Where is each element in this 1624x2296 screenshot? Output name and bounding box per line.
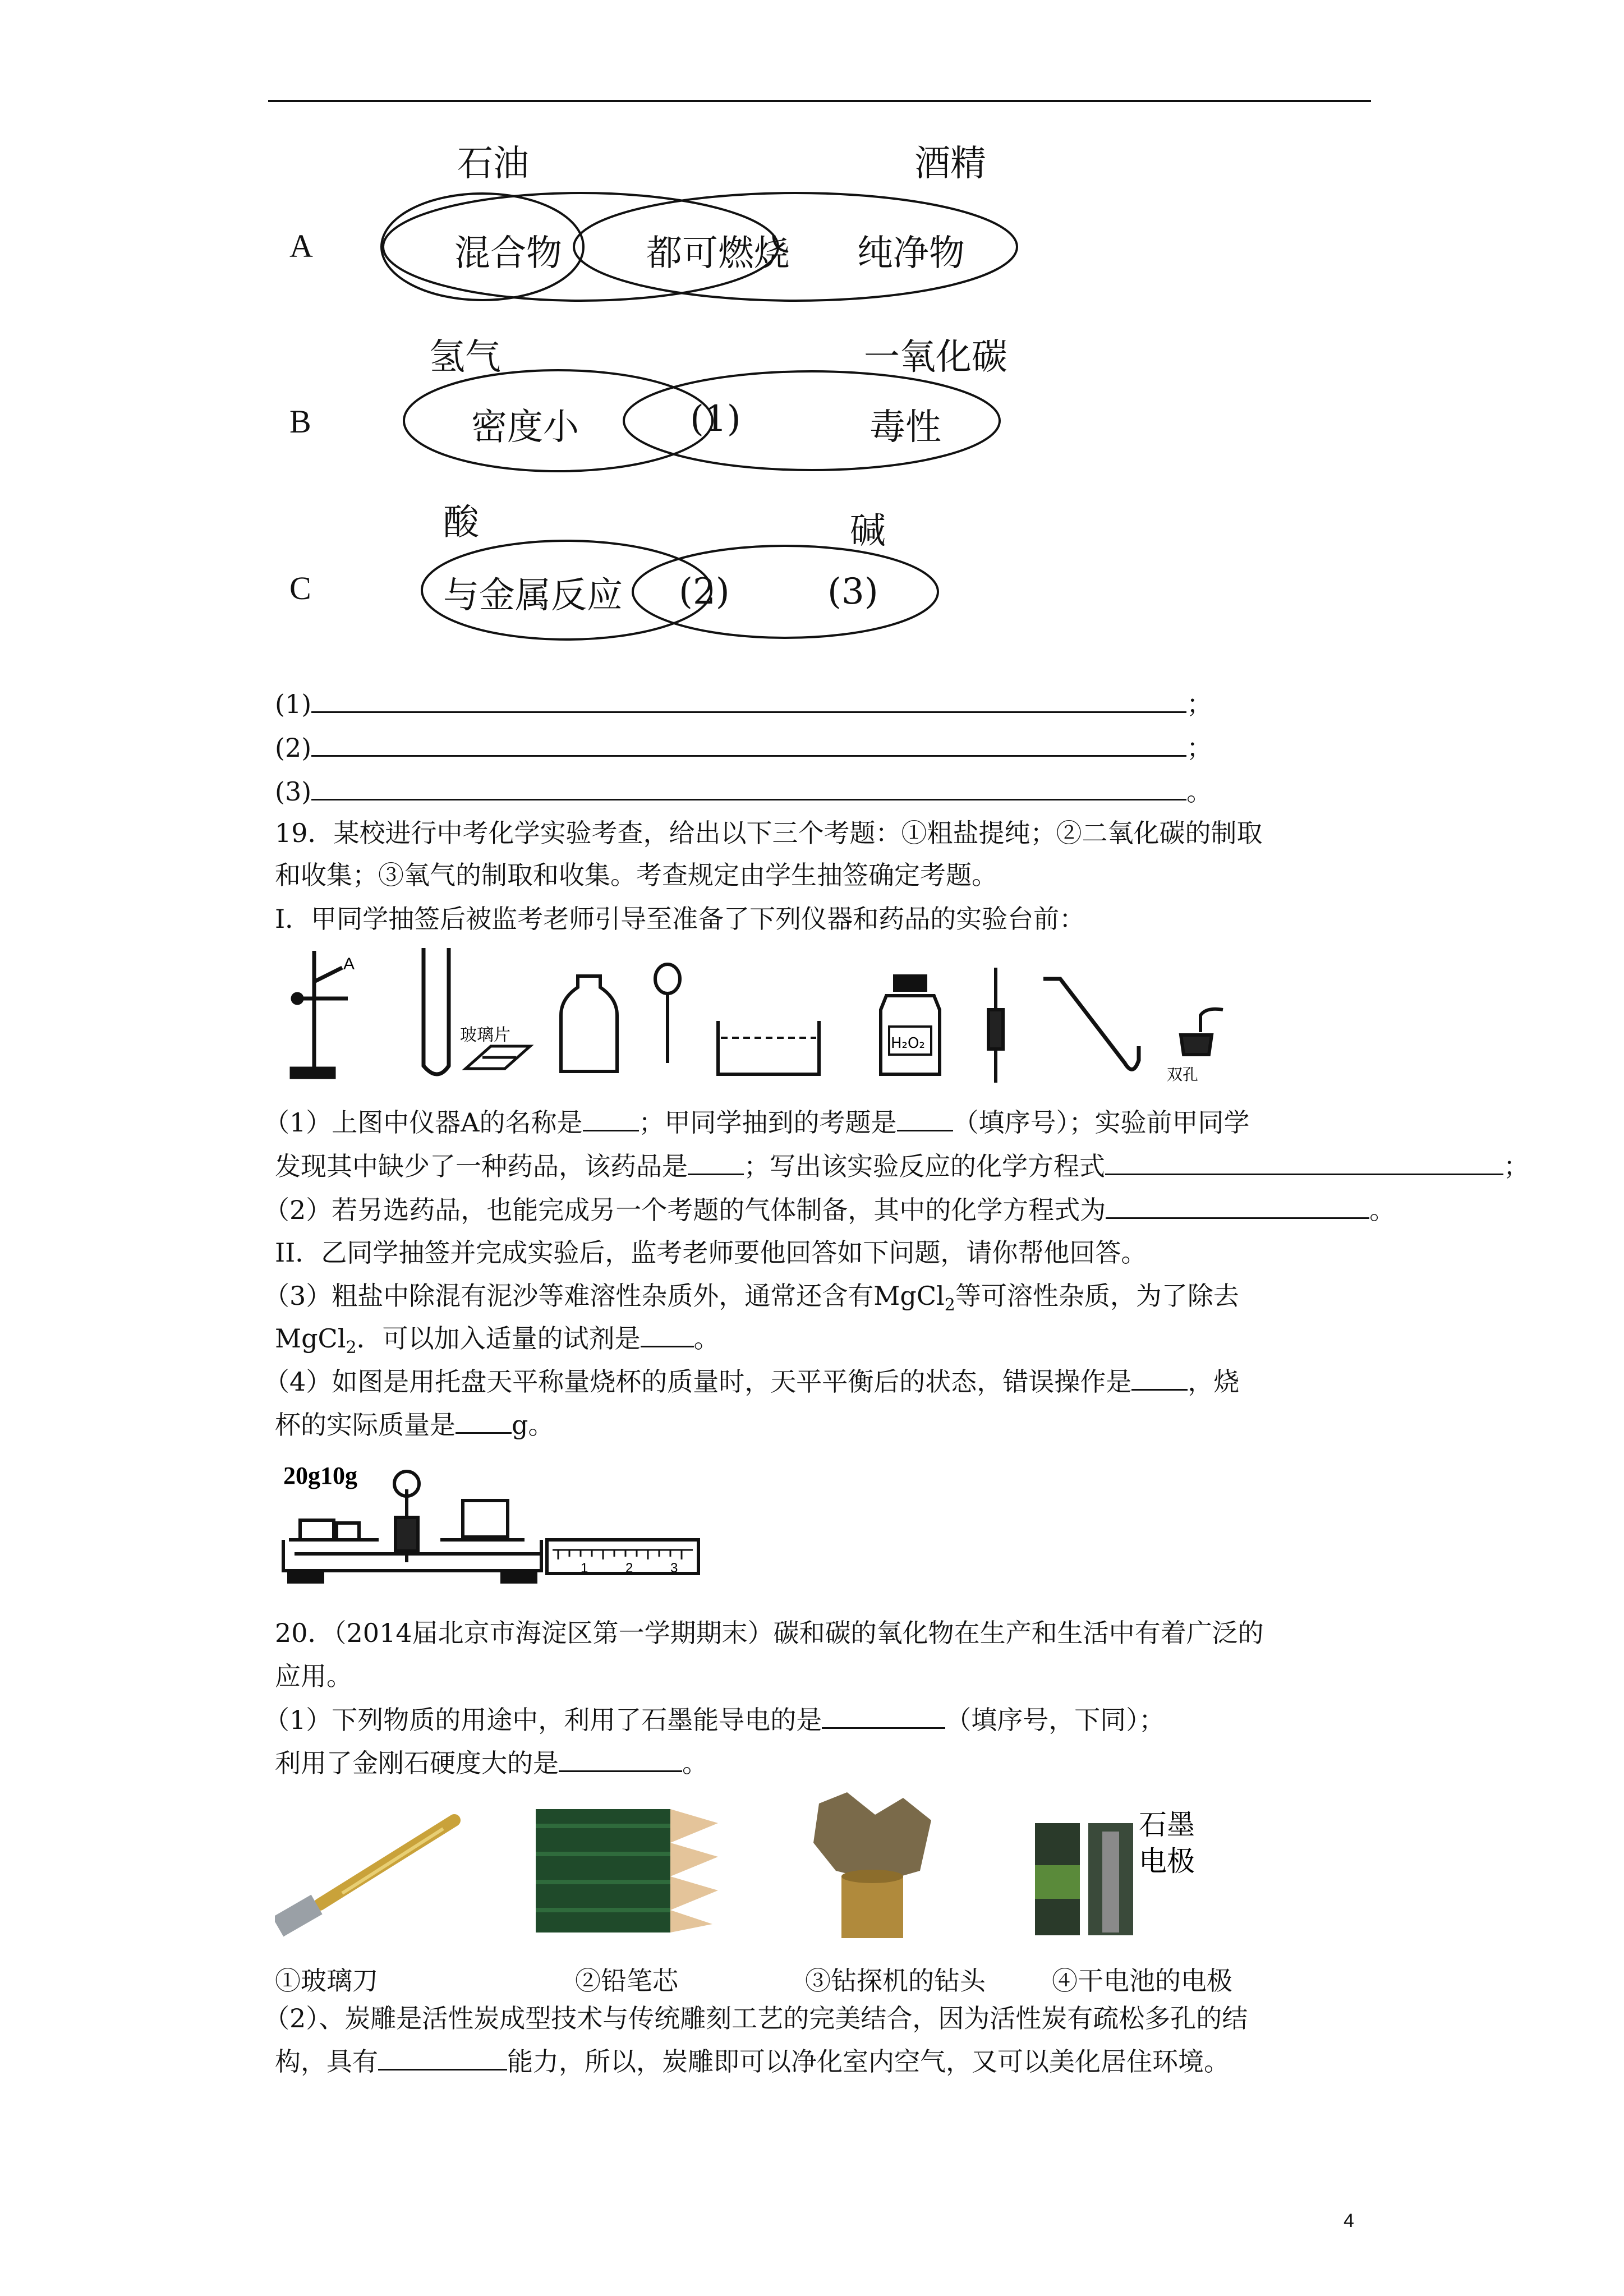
venn-b-right-text: 毒性 xyxy=(869,407,941,448)
venn-b-left-text: 密度小 xyxy=(471,407,579,448)
q19-line-3: I．甲同学抽签后被监考老师引导至准备了下列仪器和药品的实验台前： xyxy=(275,904,1085,934)
q19-line-1: 19．某校进行中考化学实验考查，给出以下三个考题：①粗盐提纯；②二氧化碳的制取 xyxy=(275,818,1263,848)
apparatus-label-a: A xyxy=(343,955,355,973)
caption-glass-cutter: ①玻璃刀 xyxy=(275,1966,378,1996)
two-hole-label: 双孔 xyxy=(1167,1065,1199,1084)
venn-a-left-text: 混合物 xyxy=(454,233,562,274)
venn-c-right-title: 碱 xyxy=(850,510,886,552)
venn-a-right-text: 纯净物 xyxy=(857,233,965,274)
venn-c-left-text: 与金属反应 xyxy=(443,575,623,616)
carbon-uses-illustration xyxy=(275,1792,1285,1944)
answer-line-2: (2) ； xyxy=(275,733,1213,763)
venn-b-row-label: B xyxy=(289,403,311,440)
venn-a-left-title: 石油 xyxy=(457,143,529,185)
balance-illustration xyxy=(278,1456,710,1596)
reagent-bottle-icon xyxy=(881,976,940,1074)
gas-bottle-icon xyxy=(561,976,617,1071)
balance-weights-label: 20g10g xyxy=(283,1462,357,1489)
answer-line-1: (1) ； xyxy=(275,689,1213,719)
caption-battery-electrode: ④干电池的电极 xyxy=(1052,1966,1232,1996)
glass-slide-icon xyxy=(466,1046,530,1069)
q19-part1-line1: （1）上图中仪器A的名称是 ；甲同学抽到的考题是 （填序号）；实验前甲同学 xyxy=(264,1107,1250,1138)
q20-part1-line1: （1）下列物质的用途中，利用了石墨能导电的是 （填序号，下同）； xyxy=(264,1705,1165,1735)
glass-slide-label: 玻璃片 xyxy=(460,1025,510,1045)
venn-b-left-title: 氢气 xyxy=(429,337,501,378)
bent-tube-icon xyxy=(1043,979,1139,1069)
pencils-icon xyxy=(536,1809,718,1932)
apparatus-illustration xyxy=(280,948,1234,1094)
two-hole-stopper-icon xyxy=(1181,1009,1223,1055)
water-trough-icon xyxy=(718,1021,819,1074)
venn-a-middle-text: 都可燃烧 xyxy=(646,233,790,274)
q19-part3-line1: （3）粗盐中除混有泥沙等难溶性杂质外，通常还含有MgCl$_2$等可溶性杂质，为了除去 xyxy=(264,1281,1239,1315)
answer-line-3: (3) 。 xyxy=(275,776,1213,807)
balance-tick-3: 3 xyxy=(670,1561,678,1576)
q19-part4-line2: 杯的实际质量是 g。 xyxy=(275,1410,554,1440)
venn-c-left-title: 酸 xyxy=(443,502,479,544)
drill-bit-icon xyxy=(813,1792,931,1938)
q19-part3-line2: MgCl$_2$．可以加入适量的试剂是 。 xyxy=(275,1323,720,1358)
venn-a-row-label: A xyxy=(289,228,313,264)
battery-label-graphite: 石墨 xyxy=(1139,1809,1195,1841)
page-number: 4 xyxy=(1344,2210,1354,2231)
venn-b-middle-text: (1) xyxy=(690,398,741,440)
venn-c-middle-text: (2) xyxy=(679,571,730,613)
iron-stand-icon xyxy=(292,951,348,1077)
q20-line-1: 20．（2014届北京市海淀区第一学期期末）碳和碳的氧化物在生产和生活中有着广泛的 xyxy=(275,1618,1264,1648)
q19-line-2: 和收集；③氧气的制取和收集。考查规定由学生抽签确定考题。 xyxy=(275,860,997,890)
battery-label-electrode: 电极 xyxy=(1139,1845,1195,1878)
q19-section-ii: II．乙同学抽签并完成实验后，监考老师要他回答如下问题，请你帮他回答。 xyxy=(275,1237,1147,1268)
caption-pencil-core: ②铅笔芯 xyxy=(575,1966,678,1996)
reagent-bottle-label: H₂O₂ xyxy=(891,1035,925,1052)
venn-c-right-text: (3) xyxy=(827,571,878,613)
venn-c-row-label: C xyxy=(289,570,311,606)
venn-ellipses-c xyxy=(0,0,1624,673)
balance-tick-1: 1 xyxy=(581,1561,588,1576)
caption-drill-bit: ③钻探机的钻头 xyxy=(805,1966,986,1996)
q20-part2-line2: 构，具有 能力，所以，炭雕即可以净化室内空气，又可以美化居住环境。 xyxy=(275,2046,1230,2077)
battery-icon xyxy=(1035,1823,1133,1935)
q19-part1-line2: 发现其中缺少了一种药品，该药品是 ；写出该实验反应的化学方程式 ； xyxy=(275,1151,1529,1181)
q20-part2-line1: （2）、炭雕是活性炭成型技术与传统雕刻工艺的完美结合，因为活性炭有疏松多孔的结 xyxy=(264,2003,1248,2033)
separatory-funnel-icon xyxy=(988,968,1003,1083)
test-tube-icon xyxy=(424,948,449,1074)
balance-tick-2: 2 xyxy=(625,1561,633,1576)
venn-b-right-title: 一氧化碳 xyxy=(864,337,1007,378)
venn-a-right-title: 酒精 xyxy=(914,143,986,185)
q19-part2: （2）若另选药品，也能完成另一个考题的气体制备，其中的化学方程式为 。 xyxy=(264,1195,1396,1225)
q20-line-2: 应用。 xyxy=(275,1661,352,1691)
balance-scale-ticks xyxy=(558,1550,682,1559)
glass-cutter-icon xyxy=(275,1820,454,1936)
q19-part4-line1: （4）如图是用托盘天平称量烧杯的质量时，天平平衡后的状态，错误操作是 ，烧 xyxy=(264,1366,1240,1397)
dropper-icon xyxy=(655,964,680,1063)
q20-part1-line2: 利用了金刚石硬度大的是 。 xyxy=(275,1748,708,1778)
